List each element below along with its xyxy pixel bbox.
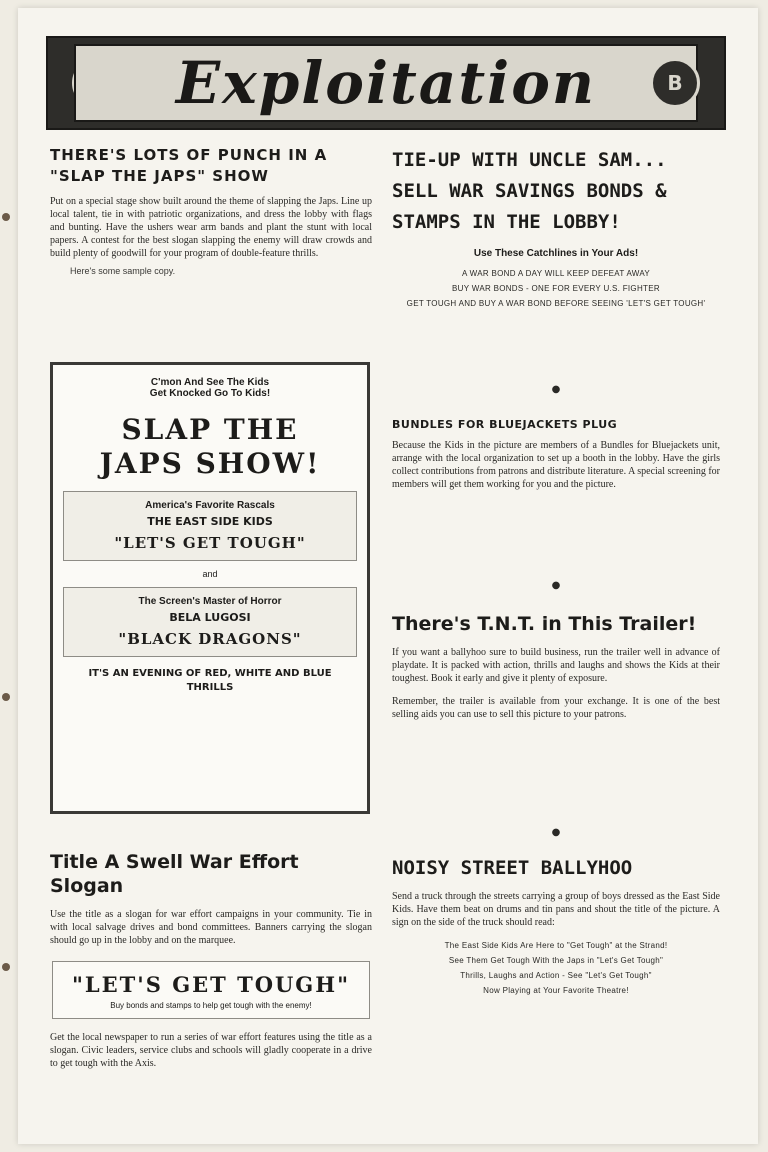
war-bonds-line: GET TOUGH AND BUY A WAR BOND BEFORE SEEING 'LET'S GET TOUGH' bbox=[406, 299, 706, 308]
ballyhoo-line: See Them Get Tough With the Japs in "Let's Get Tough" bbox=[448, 956, 664, 965]
trailer-body-2: Remember, the trailer is available from your exchange. It is one of the best selling aids you can use to sell this picture to your patrons. bbox=[392, 696, 720, 720]
ballyhoo-line: Now Playing at Your Favorite Theatre! bbox=[483, 986, 629, 995]
left-bottom-headline: Title A Swell War Effort Slogan bbox=[50, 851, 299, 897]
bluejackets-article bbox=[392, 418, 720, 491]
exploitation-banner bbox=[46, 36, 726, 130]
slap-the-japs-poster bbox=[50, 362, 370, 814]
bluejackets-body: Because the Kids in the picture are members of a Bundles for Bluejackets unit, arrange with the local organization to set up a booth in the lobby. Have the girls collect contributions from patrons and distribute literature. A special screening for members will get them working for you and the picture. bbox=[392, 440, 720, 490]
poster-panel-east-side-kids bbox=[63, 491, 357, 561]
lets-get-tough-box bbox=[52, 961, 370, 1019]
bluejackets-headline: BUNDLES FOR BLUEJACKETS PLUG bbox=[392, 418, 618, 431]
left-body: Put on a special stage show built around the theme of slapping the Japs. Line up local talent, tie in with patriotic organizations, and dress the lobby with flags and bunting. Have the ushers wear arm bands and plant the stunt with local papers. A contest for the best slogan slapping the enemy will draw crowds and build plenty of goodwill for your program of double-feature thrills. bbox=[50, 196, 372, 259]
poster-and: and bbox=[202, 569, 218, 579]
trailer-headline: There's T.N.T. in This Trailer! bbox=[392, 613, 697, 635]
war-bonds-line: A WAR BOND A DAY WILL KEEP DEFEAT AWAY bbox=[461, 269, 651, 278]
poster-bottom-line: IT'S AN EVENING OF RED, WHITE AND BLUE THRILLS bbox=[88, 668, 332, 693]
bullet-divider: ● bbox=[551, 580, 561, 591]
left-headline: THERE'S LOTS OF PUNCH IN A "SLAP THE JAPS" SHOW bbox=[50, 146, 328, 185]
left-bottom-article bbox=[50, 850, 372, 1070]
left-bottom-body-2: Get the local newspaper to run a series of war effort features using the title as a slogan. Civic leaders, service clubs and schools will gladly cooperate in a drive to get tough with the Axis. bbox=[50, 1032, 372, 1069]
war-bonds-article bbox=[392, 145, 720, 314]
emblem-right-icon: B bbox=[650, 58, 700, 108]
poster-line-1: C'mon And See The Kids bbox=[150, 377, 270, 388]
panel2-sub: The Screen's Master of Horror bbox=[138, 596, 282, 607]
poster-title-line-1: SLAP THE bbox=[121, 413, 299, 446]
ballyhoo-line: The East Side Kids Are Here to "Get Tough" at the Strand! bbox=[444, 941, 668, 950]
poster-title-line-2: JAPS SHOW! bbox=[99, 447, 321, 480]
binding-hole bbox=[2, 213, 10, 221]
trailer-article bbox=[392, 612, 720, 721]
ballyhoo-article bbox=[392, 856, 720, 1001]
banner-inner bbox=[74, 44, 698, 122]
panel2-star: BELA LUGOSI bbox=[169, 611, 251, 624]
binding-hole bbox=[2, 693, 10, 701]
ballyhoo-line: Thrills, Laughs and Action - See "Let's Get Tough" bbox=[460, 971, 652, 980]
ballyhoo-body: Send a truck through the streets carrying a group of boys dressed as the East Side Kids. Have them beat on drums and tin pans and shout the title of the picture. A sign on the side of the truck should read: bbox=[392, 891, 720, 928]
left-bottom-body: Use the title as a slogan for war effort campaigns in your community. Tie in with local salvage drives and bond committees. Banners carrying the slogan should go up in the lobby and on the marquee. bbox=[50, 909, 372, 946]
panel1-star: THE EAST SIDE KIDS bbox=[147, 515, 273, 528]
panel2-feature: "BLACK DRAGONS" bbox=[118, 630, 302, 648]
poster-panel-bela-lugosi bbox=[63, 587, 357, 657]
tough-box-title: "LET'S GET TOUGH" bbox=[71, 972, 351, 997]
ballyhoo-headline: NOISY STREET BALLYHOO bbox=[392, 857, 633, 879]
bullet-divider: ● bbox=[551, 827, 561, 838]
banner-title: Exploitation bbox=[175, 49, 597, 117]
tough-box-sub: Buy bonds and stamps to help get tough with the enemy! bbox=[110, 1001, 312, 1010]
left-caption: Here's some sample copy. bbox=[70, 266, 176, 276]
trailer-body: If you want a ballyhoo sure to build business, run the trailer well in advance of playdate. It is packed with action, thrills and laughs and shows the Kids at their toughest. Book it early and give it plenty of exposure. bbox=[392, 647, 720, 684]
war-bonds-headline: TIE-UP WITH UNCLE SAM... SELL WAR SAVINGS BONDS & STAMPS IN THE LOBBY! bbox=[392, 149, 667, 233]
bullet-divider: ● bbox=[551, 384, 561, 395]
poster-title bbox=[53, 413, 367, 481]
left-article bbox=[50, 145, 372, 276]
war-bonds-line: BUY WAR BONDS - ONE FOR EVERY U.S. FIGHTER bbox=[452, 284, 660, 293]
war-bonds-subhead: Use These Catchlines in Your Ads! bbox=[473, 248, 639, 259]
poster-line-2: Get Knocked Go To Kids! bbox=[149, 388, 271, 399]
binding-hole bbox=[2, 963, 10, 971]
panel1-feature: "LET'S GET TOUGH" bbox=[114, 534, 306, 552]
panel1-sub: America's Favorite Rascals bbox=[145, 500, 275, 511]
